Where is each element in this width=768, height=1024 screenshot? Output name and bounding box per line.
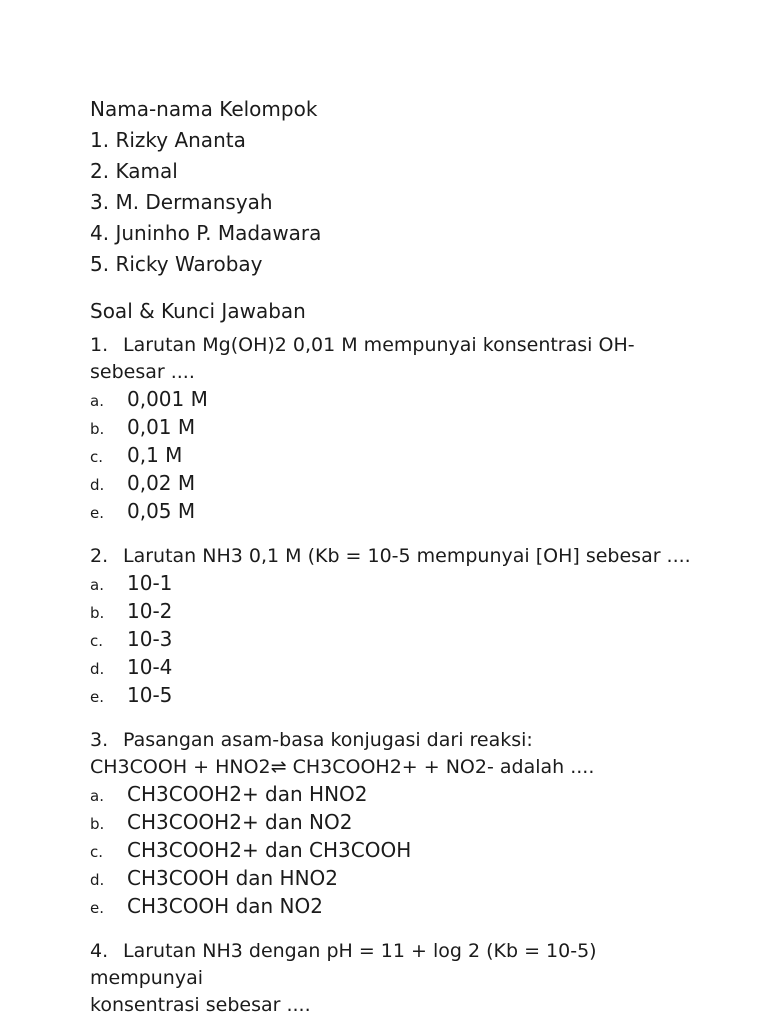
option-letter: b. bbox=[90, 815, 105, 833]
question-3-text: Pasangan asam-basa konjugasi dari reaksi: bbox=[123, 729, 533, 751]
question-1-option-d bbox=[90, 470, 715, 498]
group-member-5: 5. Ricky Warobay bbox=[90, 252, 263, 276]
question-4-line-1 bbox=[90, 938, 715, 992]
option-text: CH3COOH2+ dan CH3COOH bbox=[127, 838, 412, 862]
option-text: 10-3 bbox=[127, 627, 173, 651]
option-text: 0,1 M bbox=[127, 443, 183, 467]
question-3-option-d bbox=[90, 865, 715, 893]
option-letter: c. bbox=[90, 448, 104, 466]
question-1-option-b bbox=[90, 414, 715, 442]
option-text: 10-2 bbox=[127, 599, 173, 623]
option-text: 10-5 bbox=[127, 683, 173, 707]
option-text: 10-1 bbox=[127, 571, 173, 595]
option-text: 10-4 bbox=[127, 655, 173, 679]
group-member-1: 1. Rizky Ananta bbox=[90, 128, 246, 152]
group-member-2: 2. Kamal bbox=[90, 159, 178, 183]
question-3 bbox=[90, 727, 715, 921]
question-3-option-a bbox=[90, 781, 715, 809]
option-letter: a. bbox=[90, 392, 104, 410]
question-1-line-1 bbox=[90, 332, 715, 386]
question-2-option-c bbox=[90, 626, 715, 654]
option-text: 0,01 M bbox=[127, 415, 196, 439]
question-3-line-2: CH3COOH + HNO2⇌ CH3COOH2+ + NO2- adalah .... bbox=[90, 756, 595, 778]
option-text: 0,001 M bbox=[127, 387, 208, 411]
question-2-text: Larutan NH3 0,1 M (Kb = 10-5 mempunyai [OH] sebesar .... bbox=[123, 545, 691, 567]
question-4-number: 4. bbox=[90, 940, 109, 962]
option-letter: c. bbox=[90, 843, 104, 861]
question-1-option-a bbox=[90, 386, 715, 414]
option-letter: d. bbox=[90, 660, 105, 678]
quiz-title: Soal & Kunci Jawaban bbox=[90, 299, 306, 323]
option-text: CH3COOH2+ dan NO2 bbox=[127, 810, 353, 834]
question-3-options bbox=[90, 781, 715, 921]
question-2-option-a bbox=[90, 570, 715, 598]
group-member-4: 4. Juninho P. Madawara bbox=[90, 221, 322, 245]
group-names-section bbox=[90, 94, 715, 280]
option-text: CH3COOH dan HNO2 bbox=[127, 866, 339, 890]
group-member-3: 3. M. Dermansyah bbox=[90, 190, 273, 214]
question-1 bbox=[90, 332, 715, 526]
question-2 bbox=[90, 543, 715, 710]
option-letter: e. bbox=[90, 688, 104, 706]
question-2-option-d bbox=[90, 654, 715, 682]
question-1-option-e bbox=[90, 498, 715, 526]
question-2-options bbox=[90, 570, 715, 710]
option-letter: e. bbox=[90, 899, 104, 917]
question-1-text: Larutan Mg(OH)2 0,01 M mempunyai konsentrasi OH- sebesar .... bbox=[90, 334, 635, 383]
question-2-number: 2. bbox=[90, 545, 109, 567]
question-3-number: 3. bbox=[90, 729, 109, 751]
question-4 bbox=[90, 938, 715, 1019]
option-letter: b. bbox=[90, 420, 105, 438]
question-4-text: Larutan NH3 dengan pH = 11 + log 2 (Kb = 10-5) mempunyai bbox=[90, 940, 597, 989]
question-2-option-b bbox=[90, 598, 715, 626]
question-1-option-c bbox=[90, 442, 715, 470]
option-letter: e. bbox=[90, 504, 104, 522]
question-1-options bbox=[90, 386, 715, 526]
question-3-option-e bbox=[90, 893, 715, 921]
option-letter: a. bbox=[90, 787, 104, 805]
question-1-number: 1. bbox=[90, 334, 109, 356]
option-text: 0,05 M bbox=[127, 499, 196, 523]
question-3-line-1 bbox=[90, 727, 715, 754]
option-text: 0,02 M bbox=[127, 471, 196, 495]
question-2-line-1 bbox=[90, 543, 715, 570]
group-title: Nama-nama Kelompok bbox=[90, 97, 318, 121]
page-content bbox=[90, 94, 715, 1019]
question-4-line-2: konsentrasi sebesar .... bbox=[90, 994, 311, 1016]
option-text: CH3COOH dan NO2 bbox=[127, 894, 323, 918]
question-3-option-b bbox=[90, 809, 715, 837]
option-letter: d. bbox=[90, 476, 105, 494]
option-letter: b. bbox=[90, 604, 105, 622]
question-2-option-e bbox=[90, 682, 715, 710]
question-3-option-c bbox=[90, 837, 715, 865]
option-letter: a. bbox=[90, 576, 104, 594]
option-text: CH3COOH2+ dan HNO2 bbox=[127, 782, 368, 806]
option-letter: c. bbox=[90, 632, 104, 650]
option-letter: d. bbox=[90, 871, 105, 889]
